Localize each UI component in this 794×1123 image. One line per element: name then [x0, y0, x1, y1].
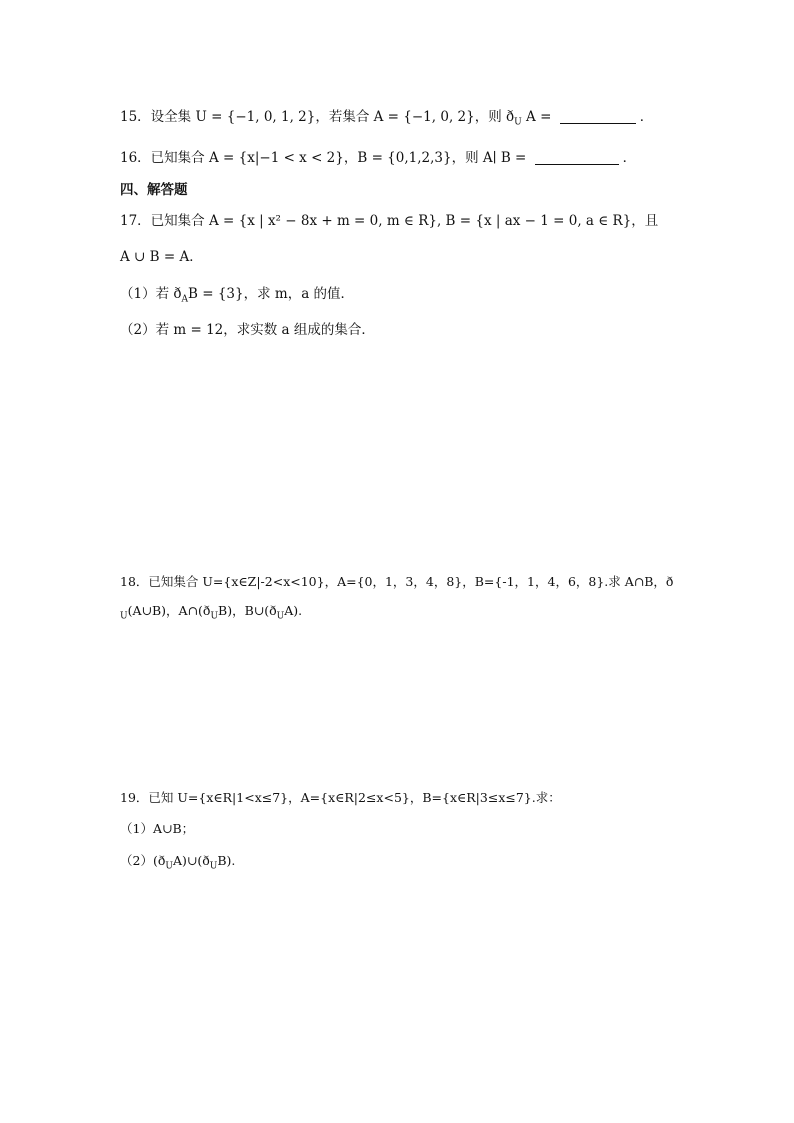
q16-end: ． [622, 150, 637, 166]
question-15 [120, 107, 653, 133]
q15-math: U = {−1, 0, 1, 2}，若集合 A = {−1, 0, 2}，则 ð [195, 109, 515, 125]
q17-line2: A ∪ B = A． [120, 249, 203, 265]
q16-math: A = {x|−1 < x < 2}，B = {0,1,2,3}，则 A∣ B = [208, 150, 527, 166]
q16-prefix: 16．已知集合 [120, 150, 205, 166]
q17-part1-sub: A [181, 294, 189, 305]
q19-sub1: U [165, 861, 173, 872]
q15-sub: U [514, 117, 522, 128]
q18-sub1: U [120, 611, 128, 622]
q19-part2 [120, 851, 235, 877]
question-16 [120, 148, 636, 168]
q18-line2-b: B)，B∪(ð [218, 603, 277, 618]
q16-answer-blank[interactable] [535, 150, 619, 165]
q19-part2-a: （2）(ð [120, 853, 166, 868]
q15-tail: A = [526, 109, 552, 125]
q19-sub2: U [209, 861, 218, 872]
q15-answer-blank[interactable] [560, 109, 636, 124]
q19-part1: （1）A∪B； [120, 821, 195, 836]
q19-part2-c: B). [217, 853, 236, 868]
q17-part1 [120, 284, 354, 310]
q15-prefix: 15．设全集 [120, 109, 192, 125]
q18-line2-c: A). [284, 603, 303, 618]
q17-part1-post: B = {3}，求 m，a 的值． [188, 286, 355, 302]
q18-line1: 18．已知集合 U={x∈Z|-2<x<10}，A={0，1，3，4，8}，B={-1，1，4，6，8}.求 A∩B，ð [120, 574, 674, 589]
q18-sub3: U [276, 611, 285, 622]
q17-part2: （2）若 m = 12，求实数 a 组成的集合． [120, 322, 375, 338]
q19-line1: 19．已知 U={x∈R|1<x≤7}，A={x∈R|2≤x<5}，B={x∈R|3≤x≤7}.求： [120, 790, 561, 805]
q15-end: ． [639, 109, 654, 125]
q17-line1: 17．已知集合 A = {x | x² − 8x + m = 0, m ∈ R}, B = {x | ax − 1 = 0, a ∈ R}，且 [120, 213, 659, 229]
q18-sub2: U [210, 611, 219, 622]
q18-line2 [120, 601, 302, 627]
section-heading: 四、解答题 [120, 182, 188, 198]
q18-line2-a: (A∪B)，A∩(ð [127, 603, 211, 618]
q17-part1-pre: （1）若 ð [120, 286, 182, 302]
q19-part2-b: A)∪(ð [172, 853, 210, 868]
